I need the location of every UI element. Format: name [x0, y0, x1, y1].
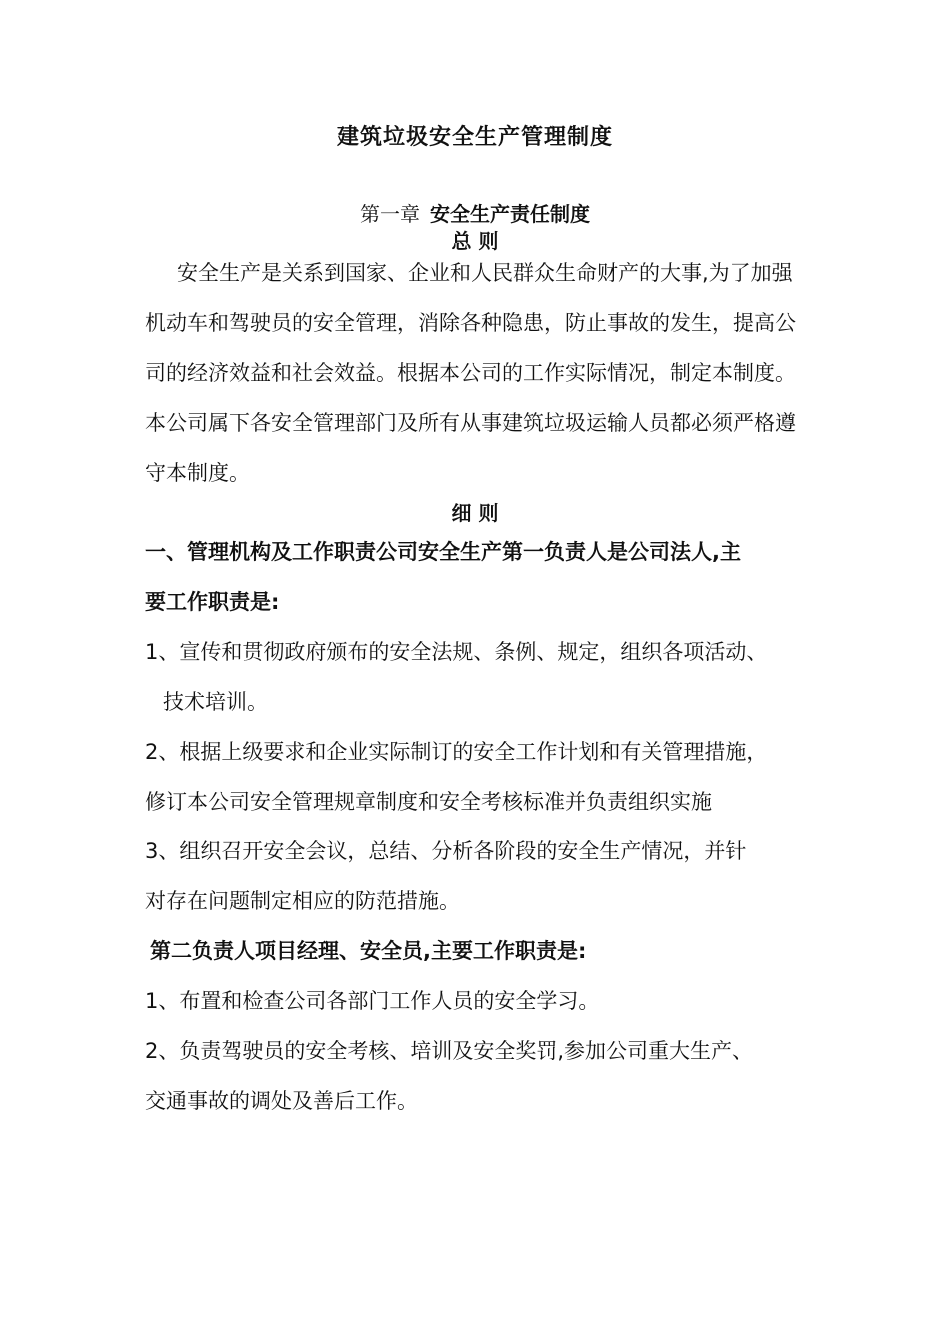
- section2-item2-line1: 2、负责驾驶员的安全考核、培训及安全奖罚,参加公司重大生产、: [145, 1039, 754, 1063]
- section1-item1-line2: 技术培训。: [163, 690, 268, 714]
- chapter-number: 第一章: [360, 202, 420, 226]
- section1-item3-line1: 3、组织召开安全会议，总结、分析各阶段的安全生产情况，并针: [145, 839, 747, 863]
- section1-item1-line1: 1、宣传和贯彻政府颁布的安全法规、条例、规定，组织各项活动、: [145, 640, 768, 664]
- section2-item2-line2: 交通事故的调处及善后工作。: [145, 1089, 418, 1113]
- chapter-title: [0, 198, 950, 227]
- section1-item3-line2: 对存在问题制定相应的防范措施。: [145, 889, 460, 913]
- section1-heading-line2: 要工作职责是:: [145, 590, 280, 614]
- detail-heading: 细 则: [451, 501, 499, 525]
- section1-item2-line1: 2、根据上级要求和企业实际制订的安全工作计划和有关管理措施，: [145, 740, 768, 764]
- chapter-name: 安全生产责任制度: [430, 202, 590, 226]
- document-title: 建筑垃圾安全生产管理制度: [336, 124, 613, 150]
- section2-item1: 1、布置和检查公司各部门工作人员的安全学习。: [145, 989, 600, 1013]
- section1-heading-line1: 一、管理机构及工作职责公司安全生产第一负责人是公司法人,主: [145, 540, 741, 564]
- section1-item2-line2: 修订本公司安全管理规章制度和安全考核标准并负责组织实施: [145, 790, 712, 814]
- section2-heading: 第二负责人项目经理、安全员,主要工作职责是:: [150, 939, 587, 963]
- general-heading: 总 则: [451, 229, 499, 253]
- intro-paragraph: 安全生产是关系到国家、企业和人民群众生命财产的大事,为了加强机动车和驾驶员的安全管理，消除各种隐患，防止事故的发生，提高公司的经济效益和社会效益。根据本公司的工作实际情况，制定本制度。本公司属下各安全管理部门及所有从事建筑垃圾运输人员都必须严格遵守本制度。: [145, 261, 796, 485]
